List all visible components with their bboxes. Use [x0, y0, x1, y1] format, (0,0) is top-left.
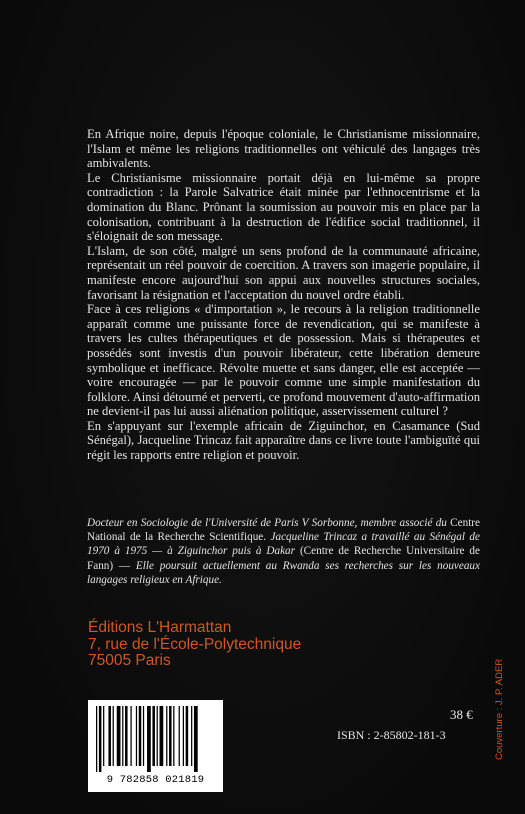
blurb-paragraph-1: En Afrique noire, depuis l'époque coloniale, le Christianisme missionnaire, l'Islam et même les religions traditionnelles ont véhiculé des langages très ambivalents.: [87, 127, 480, 171]
publisher-name: Éditions L'Harmattan: [88, 619, 232, 636]
barcode-bar: [173, 706, 174, 766]
barcode-bar: [96, 706, 97, 772]
bio-part-4: (Centre de Recherche Universitaire de Fann) —: [87, 545, 480, 572]
bio-part-2: Centre National de la Recherche Scientifique.: [87, 517, 480, 544]
blurb-paragraph-2: Le Christianisme missionnaire portait déjà en lui-même sa propre contradiction : la Parole Salvatrice était minée par l'ethnocentrisme et la domination du Blanc. Prônant la soumission au pouvoir mis en place par la colonisation, contribuant à la destruction de l'édifice social traditionnel, il s'éloignait de son message.: [87, 170, 480, 244]
author-bio: [87, 516, 480, 587]
barcode-bar: [103, 706, 104, 766]
barcode-bar: [186, 706, 189, 766]
barcode-bar: [152, 706, 155, 766]
barcode: [88, 700, 223, 792]
publisher-city: 75005 Paris: [88, 652, 171, 669]
barcode-bar: [108, 706, 111, 766]
blurb-paragraph-5: En s'appuyant sur l'exemple africain de Ziguinchor, en Casamance (Sud Sénégal), Jacqueline Trincaz fait apparaître dans ce livre toute l'ambiguïté qui régit les rapports entre religion et pouvoir.: [87, 418, 480, 463]
barcode-bar: [166, 706, 167, 766]
barcode-bar: [99, 706, 102, 772]
cover-credit: Couverture : J. P. ADER: [494, 658, 505, 760]
barcode-bar: [122, 706, 123, 766]
barcode-bar: [183, 706, 184, 766]
barcode-bar: [125, 706, 128, 766]
barcode-bar: [147, 706, 151, 772]
barcode-bar: [194, 706, 198, 772]
barcode-bar: [157, 706, 158, 766]
barcode-bar: [143, 706, 144, 766]
barcode-bar: [130, 706, 131, 766]
barcode-digits: 9 782858 021819: [106, 774, 205, 786]
blurb-text: [87, 127, 480, 463]
barcode-bar: [169, 706, 172, 766]
publisher-address: [88, 620, 301, 670]
barcode-bar: [136, 706, 137, 766]
barcode-bar: [117, 706, 121, 766]
blurb-paragraph-3: L'Islam, de son côté, malgré un sens profond de la communauté africaine, représentait un réel pouvoir de coercition. A travers son imagerie populaire, il manifeste encore aujourd'hui son appui aux nouvelles structures sociales, favorisant la résignation et l'acceptation du nouvel ordre établi.: [87, 243, 480, 302]
blurb-paragraph-4: Face à ces religions « d'importation », le recours à la religion traditionnelle apparaît comme une puissante force de revendication, qui se manifeste à travers les cultes thérapeutiques et de possession. Mais si thérapeutes et possédés sont investis d'un pouvoir libérateur, cette libération demeure symbolique et inefficace. Révolte muette et sans danger, elle est acceptée — voire encouragée — par le pouvoir comme une simple manifestation du folklore. Ainsi détourné et perverti, ce profond mouvement d'auto-affirmation ne devient-il pas lui aussi aliénation politique, asservissement culturel ?: [87, 302, 480, 419]
barcode-bar: [179, 706, 180, 766]
bio-part-1: Docteur en Sociologie de l'Université de Paris V Sorbonne, membre associé du: [87, 517, 447, 529]
bio-part-5: Elle poursuit actuellement au Rwanda ses recherches sur les nouveaux langages religieux en Afrique.: [87, 559, 480, 586]
barcode-bar: [113, 706, 114, 766]
barcode-bars: [96, 706, 215, 772]
bio-part-3: Jacqueline Trincaz a travaillé au Sénégal de 1970 à 1975 — à Ziguinchor puis à Dakar: [87, 531, 480, 558]
barcode-bar: [160, 706, 164, 766]
price: 38 €: [450, 707, 473, 722]
barcode-bar: [191, 706, 192, 766]
isbn: ISBN : 2-85802-181-3: [337, 728, 446, 742]
barcode-bar: [139, 706, 142, 766]
publisher-street: 7, rue de l'École-Polytechnique: [88, 635, 302, 653]
